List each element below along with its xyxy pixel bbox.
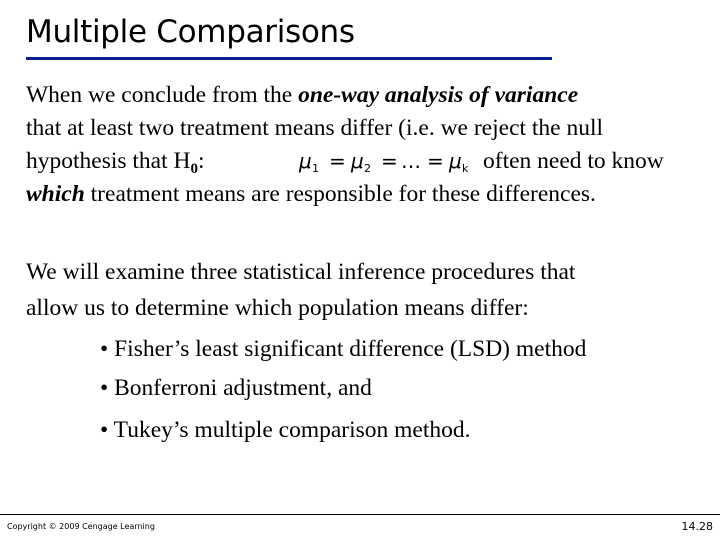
bullet-item: • Tukey’s multiple comparison method. bbox=[100, 417, 471, 443]
slide-number: 14.28 bbox=[681, 520, 713, 533]
mu-subscript-k: k bbox=[462, 162, 469, 175]
emphasis-which: which bbox=[26, 181, 85, 207]
null-hypothesis-formula bbox=[297, 146, 477, 180]
paragraph1-line3-colon: : bbox=[198, 148, 205, 174]
ellipsis: … bbox=[401, 149, 421, 173]
mu-symbol: μ bbox=[351, 149, 364, 173]
footer-divider bbox=[0, 514, 720, 515]
mu-subscript-2: 2 bbox=[364, 162, 371, 175]
paragraph1-line3-text: hypothesis that H bbox=[26, 148, 191, 174]
emphasis-one-way-anova: one-way analysis of variance bbox=[298, 82, 579, 108]
equals-sign: = bbox=[329, 149, 346, 173]
mu-symbol: μ bbox=[299, 149, 312, 173]
paragraph2-line1: We will examine three statistical inference procedures that bbox=[26, 259, 576, 285]
equals-sign: = bbox=[381, 149, 398, 173]
bullet-item: • Fisher’s least significant difference (LSD) method bbox=[100, 336, 587, 362]
title-underline bbox=[26, 57, 552, 60]
paragraph1-line1-text: When we conclude from the bbox=[26, 82, 299, 108]
paragraph1-line1 bbox=[26, 84, 578, 108]
copyright-notice: Copyright © 2009 Cengage Learning bbox=[7, 522, 155, 531]
mu-subscript-1: 1 bbox=[312, 162, 319, 175]
mu-symbol: μ bbox=[449, 149, 462, 173]
h0-subscript: 0 bbox=[190, 161, 198, 177]
equals-sign: = bbox=[427, 149, 444, 173]
paragraph1-line4-text: treatment means are responsible for these differences. bbox=[84, 181, 596, 207]
slide-title: Multiple Comparisons bbox=[26, 14, 355, 50]
paragraph1-line3 bbox=[26, 148, 205, 177]
paragraph1-line4 bbox=[26, 183, 596, 207]
paragraph2-line2: allow us to determine which population means differ: bbox=[26, 295, 529, 321]
paragraph1-line2: that at least two treatment means differ (i.e. we reject the null bbox=[26, 115, 604, 141]
bullet-item: • Bonferroni adjustment, and bbox=[100, 375, 372, 401]
paragraph1-line3-continuation: often need to know bbox=[483, 148, 664, 174]
